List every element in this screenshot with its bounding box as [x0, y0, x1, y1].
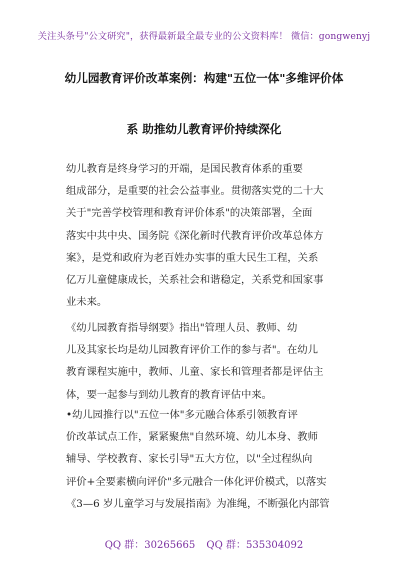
paragraph-line: 落实中共中央、国务院《深化新时代教育评价改革总体方	[66, 229, 324, 242]
paragraph-line: 组成部分，是重要的社会公益事业。贯彻落实党的二十大	[66, 185, 324, 198]
paragraph-line: 业未来。	[66, 296, 108, 309]
footer-qq-groups	[0, 536, 408, 551]
header-note: 关注头条号"公文研究"，获得最新最全最专业的公文资料库！ 微信：gongwenyj	[37, 31, 371, 42]
paragraph-1	[66, 158, 346, 313]
paragraph-line: 《3—6 岁儿童学习与发展指南》为准绳，不断强化内部管	[66, 497, 330, 510]
paragraph-line: 价改革试点工作，紧紧聚焦"自然环境、幼儿本身、教师	[66, 431, 318, 444]
paragraph-line: 幼儿教育是终身学习的开端，是国民教育体系的重要	[66, 163, 303, 175]
footer-qq-group-2: QQ 群：535304092	[206, 540, 304, 551]
document-title-line-2: 系 助推幼儿教育评价持续深化	[126, 122, 282, 136]
footer-qq-group-1: QQ 群：30265665	[104, 540, 196, 551]
paragraph-line: 儿及其家长均是幼儿园教育评价工作的参与者"。在幼儿	[66, 344, 318, 357]
document-title-line-1: 幼儿园教育评价改革案例：构建"五位一体"多维评价体	[64, 71, 344, 85]
paragraph-line: 辅导、学校教育、家长引导"五大方位，以"全过程纵向	[66, 453, 313, 466]
paragraph-line: 案》，是党和政府为老百姓办实事的重大民生工程，关系	[66, 251, 319, 264]
paragraph-2	[66, 317, 346, 406]
paragraph-line: •幼儿园推行以"五位一体"多元融合体系引领教育评	[66, 409, 298, 421]
paragraph-3	[66, 404, 346, 515]
paragraph-line: 评价+全要素横向评价"多元融合一体化评价模式，以落实	[66, 475, 327, 488]
paragraph-line: 体，要一起参与到幼儿教育的教育评估中来。	[66, 388, 272, 401]
paragraph-line: 教育课程实施中，教师、儿童、家长和管理者都是评估主	[66, 366, 324, 379]
paragraph-line: 关于"完善学校管理和教育评价体系"的决策部署，全面	[66, 207, 313, 220]
paragraph-line: 亿万儿童健康成长，关系社会和谐稳定，关系党和国家事	[66, 274, 324, 287]
paragraph-line: 《幼儿园教育指导纲要》指出"管理人员、教师、幼	[66, 322, 298, 334]
